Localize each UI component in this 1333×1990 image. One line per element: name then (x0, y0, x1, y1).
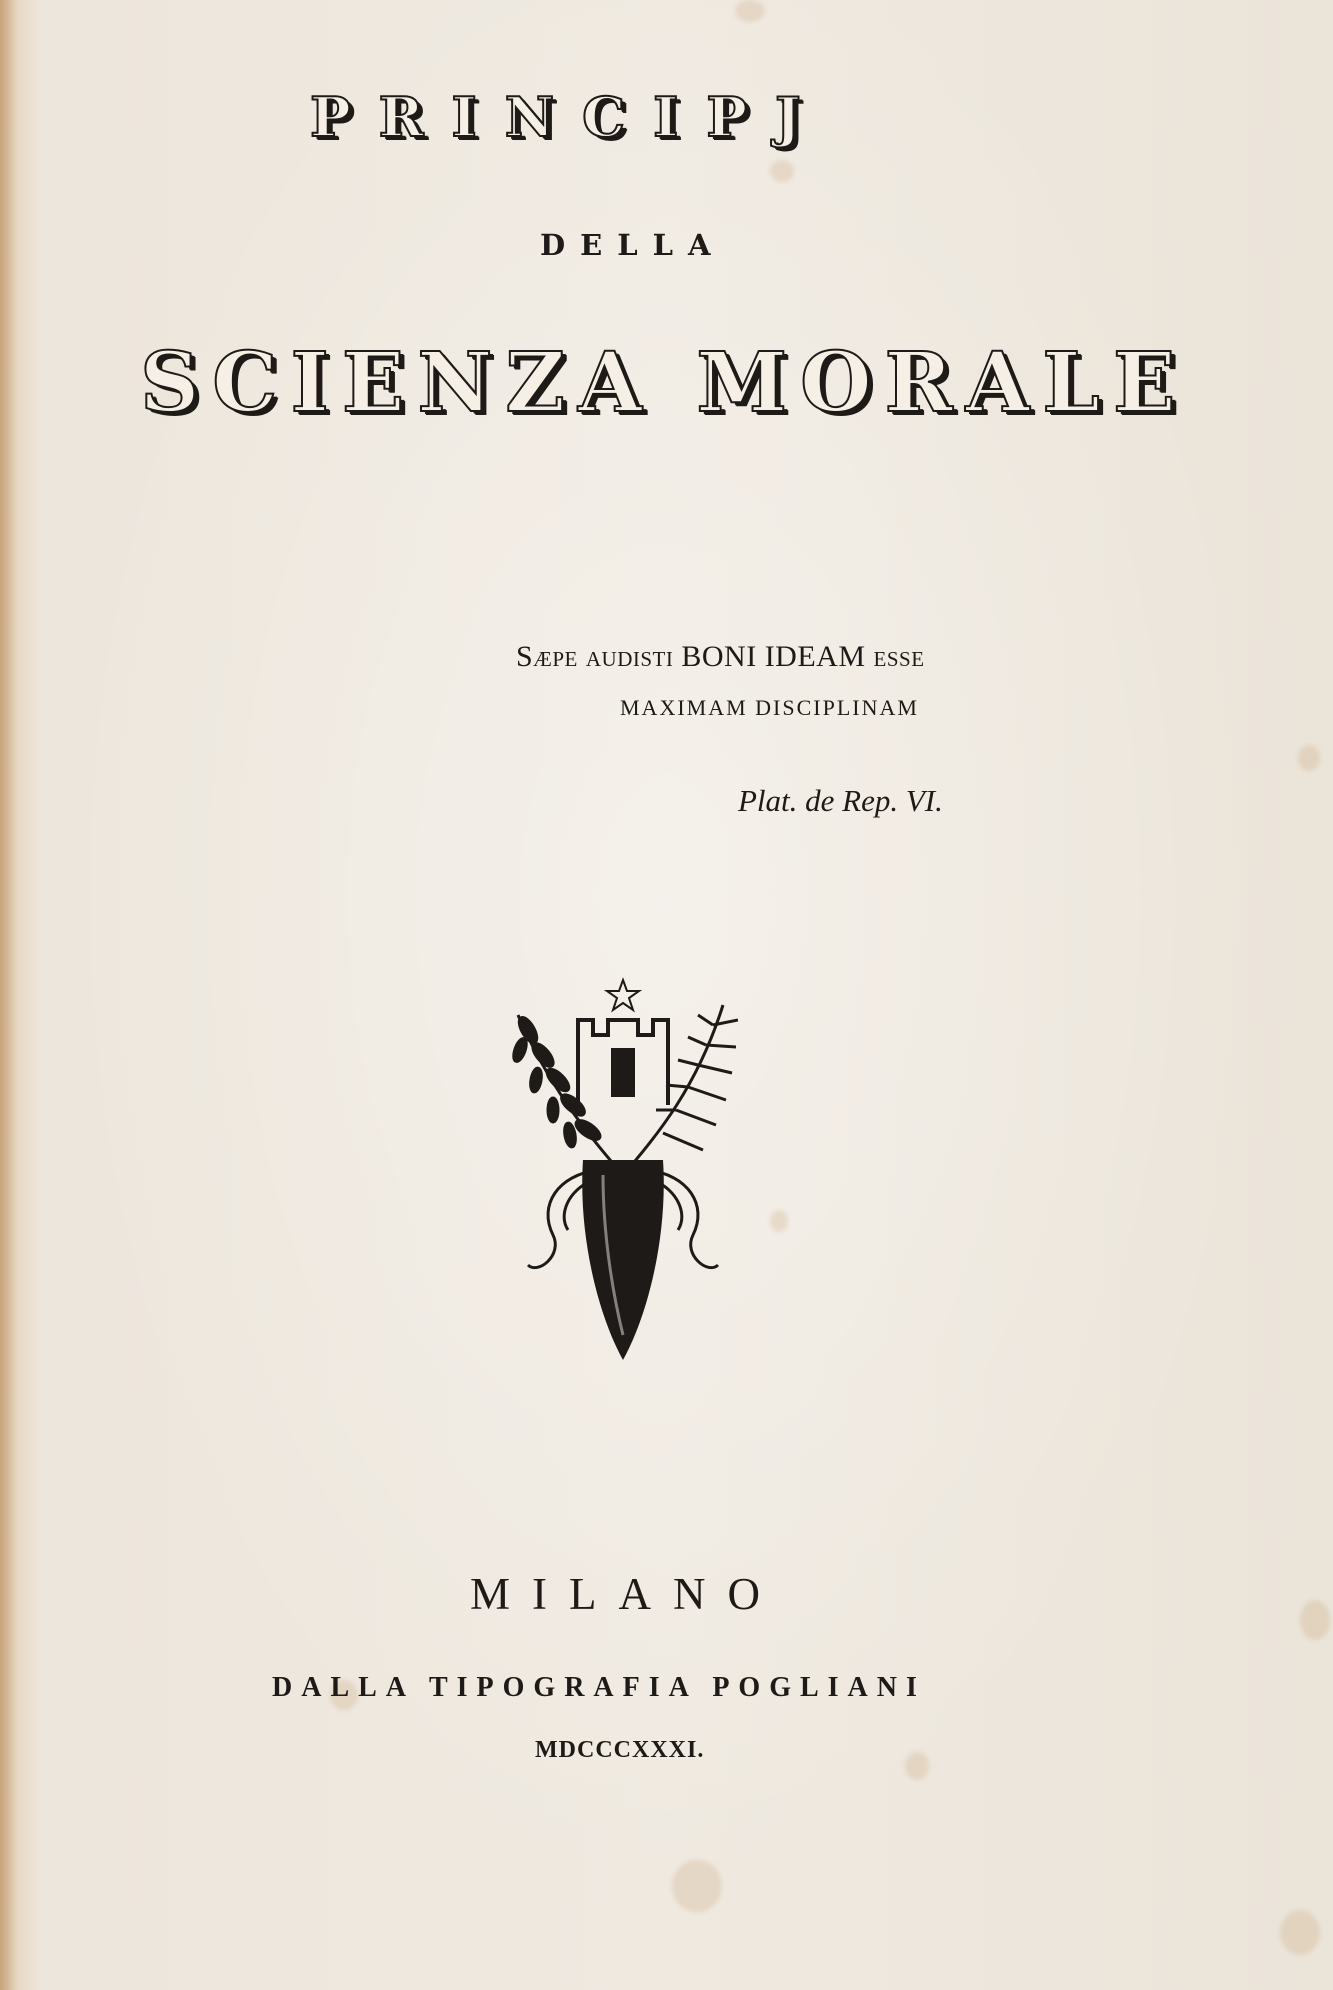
epigraph-part-3: esse (873, 640, 925, 673)
foxing-stain (1280, 1910, 1320, 1955)
foxing-stain (770, 1210, 788, 1232)
foxing-stain (770, 160, 794, 182)
foxing-stain (672, 1860, 722, 1912)
epigraph-part-1: Sæpe audisti (516, 640, 674, 673)
imprint-city: MILANO (470, 1569, 782, 1619)
epigraph-line-1 (516, 640, 925, 674)
title-scienza-morale: SCIENZA MORALE (140, 335, 1189, 431)
printers-device-emblem-icon (508, 975, 738, 1360)
page-edge-discoloration (0, 0, 18, 1990)
title-della: DELLA (540, 228, 726, 262)
foxing-stain (1300, 1600, 1330, 1640)
foxing-stain (735, 0, 765, 22)
foxing-stain (905, 1752, 929, 1780)
title-principj: PRINCIPJ (310, 85, 829, 149)
epigraph-line-2: MAXIMAM DISCIPLINAM (620, 695, 919, 720)
foxing-stain (1298, 745, 1320, 771)
imprint-printer: DALLA TIPOGRAFIA POGLIANI (272, 1672, 926, 1703)
epigraph-citation: Plat. de Rep. VI. (738, 783, 943, 818)
imprint-year: MDCCCXXXI. (535, 1737, 705, 1763)
epigraph-part-2: BONI IDEAM (681, 640, 866, 673)
